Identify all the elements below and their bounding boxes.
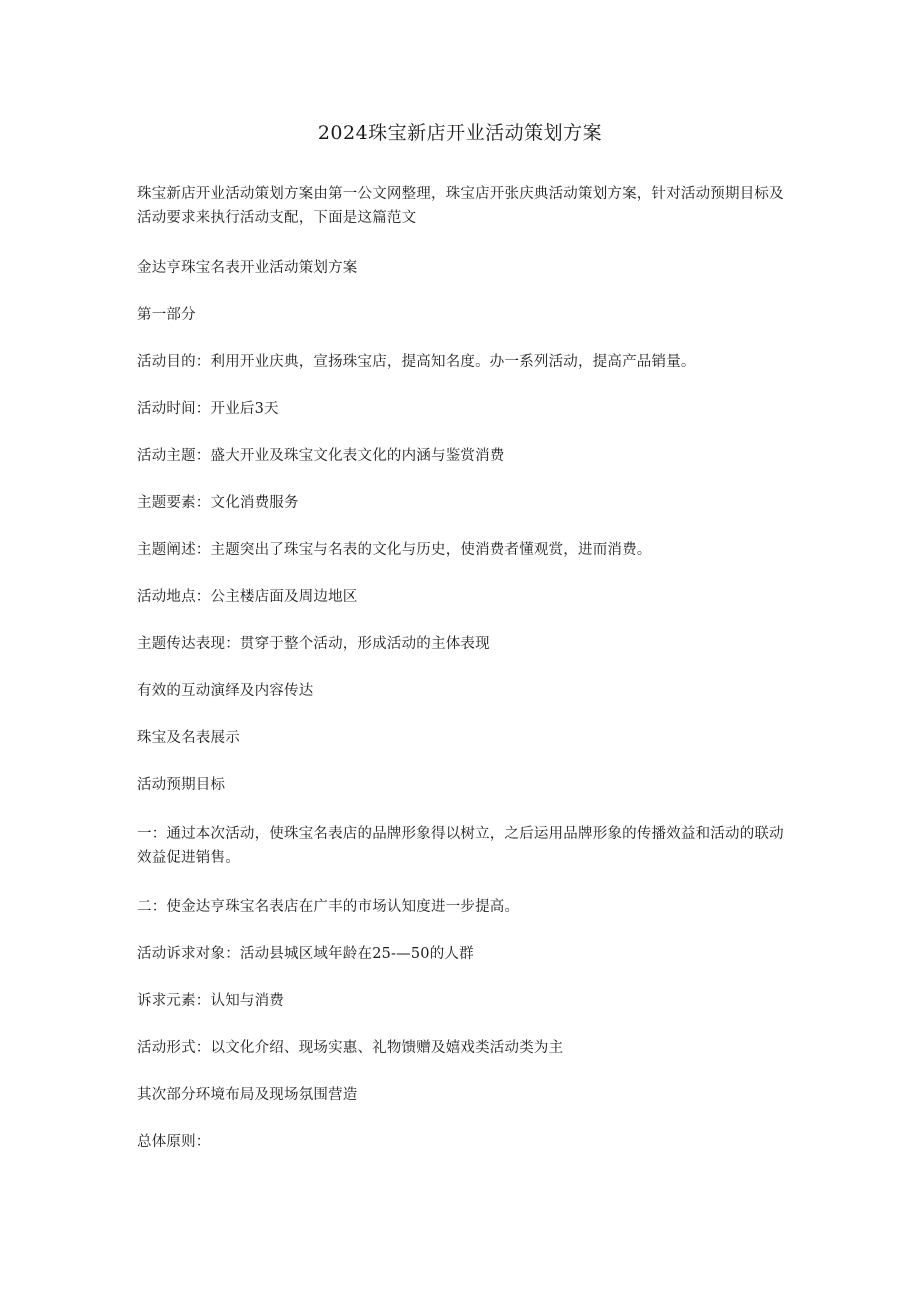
intro-paragraph: 珠宝新店开业活动策划方案由第一公文网整理，珠宝店开张庆典活动策划方案，针对活动预期目标及活动要求来执行活动支配，下面是这篇范文	[137, 186, 784, 226]
activity-format: 活动形式：以文化介绍、现场实惠、礼物馈赠及嬉戏类活动类为主	[137, 1040, 564, 1056]
appeal-elements: 诉求元素：认知与消费	[137, 993, 284, 1009]
activity-theme: 活动主题：盛大开业及珠宝文化表文化的内涵与鉴赏消费	[137, 448, 505, 464]
activity-location: 活动地点：公主楼店面及周边地区	[137, 589, 358, 605]
activity-time: 活动时间：开业后3天	[137, 401, 279, 417]
target-audience: 活动诉求对象：活动县城区域年龄在25-—50的人群	[137, 946, 474, 962]
plan-heading: 金达亨珠宝名表开业活动策划方案	[137, 260, 358, 276]
activity-purpose: 活动目的：利用开业庆典，宣扬珠宝店，提高知名度。办一系列活动，提高产品销量。	[137, 354, 696, 370]
section-heading-part-two: 其次部分环境布局及现场氛围营造	[137, 1087, 358, 1103]
section-heading-part-one: 第一部分	[137, 307, 196, 323]
goal-two: 二：使金达亨珠宝名表店在广丰的市场认知度进一步提高。	[137, 899, 520, 915]
theme-explanation: 主题阐述：主题突出了珠宝与名表的文化与历史，使消费者懂观赏，进而消费。	[137, 542, 652, 558]
expected-goals-heading: 活动预期目标	[137, 777, 226, 793]
document-title: 2024珠宝新店开业活动策划方案	[317, 122, 603, 144]
theme-elements: 主题要素：文化消费服务	[137, 495, 299, 511]
goal-one: 一：通过本次活动，使珠宝名表店的品牌形象得以树立，之后运用品牌形象的传播效益和活动的联动效益促进销售。	[137, 826, 784, 866]
jewelry-display: 珠宝及名表展示	[137, 730, 240, 746]
theme-expression: 主题传达表现：贯穿于整个活动，形成活动的主体表现	[137, 636, 490, 652]
interactive-delivery: 有效的互动演绎及内容传达	[137, 683, 314, 699]
general-principles: 总体原则：	[137, 1134, 211, 1150]
